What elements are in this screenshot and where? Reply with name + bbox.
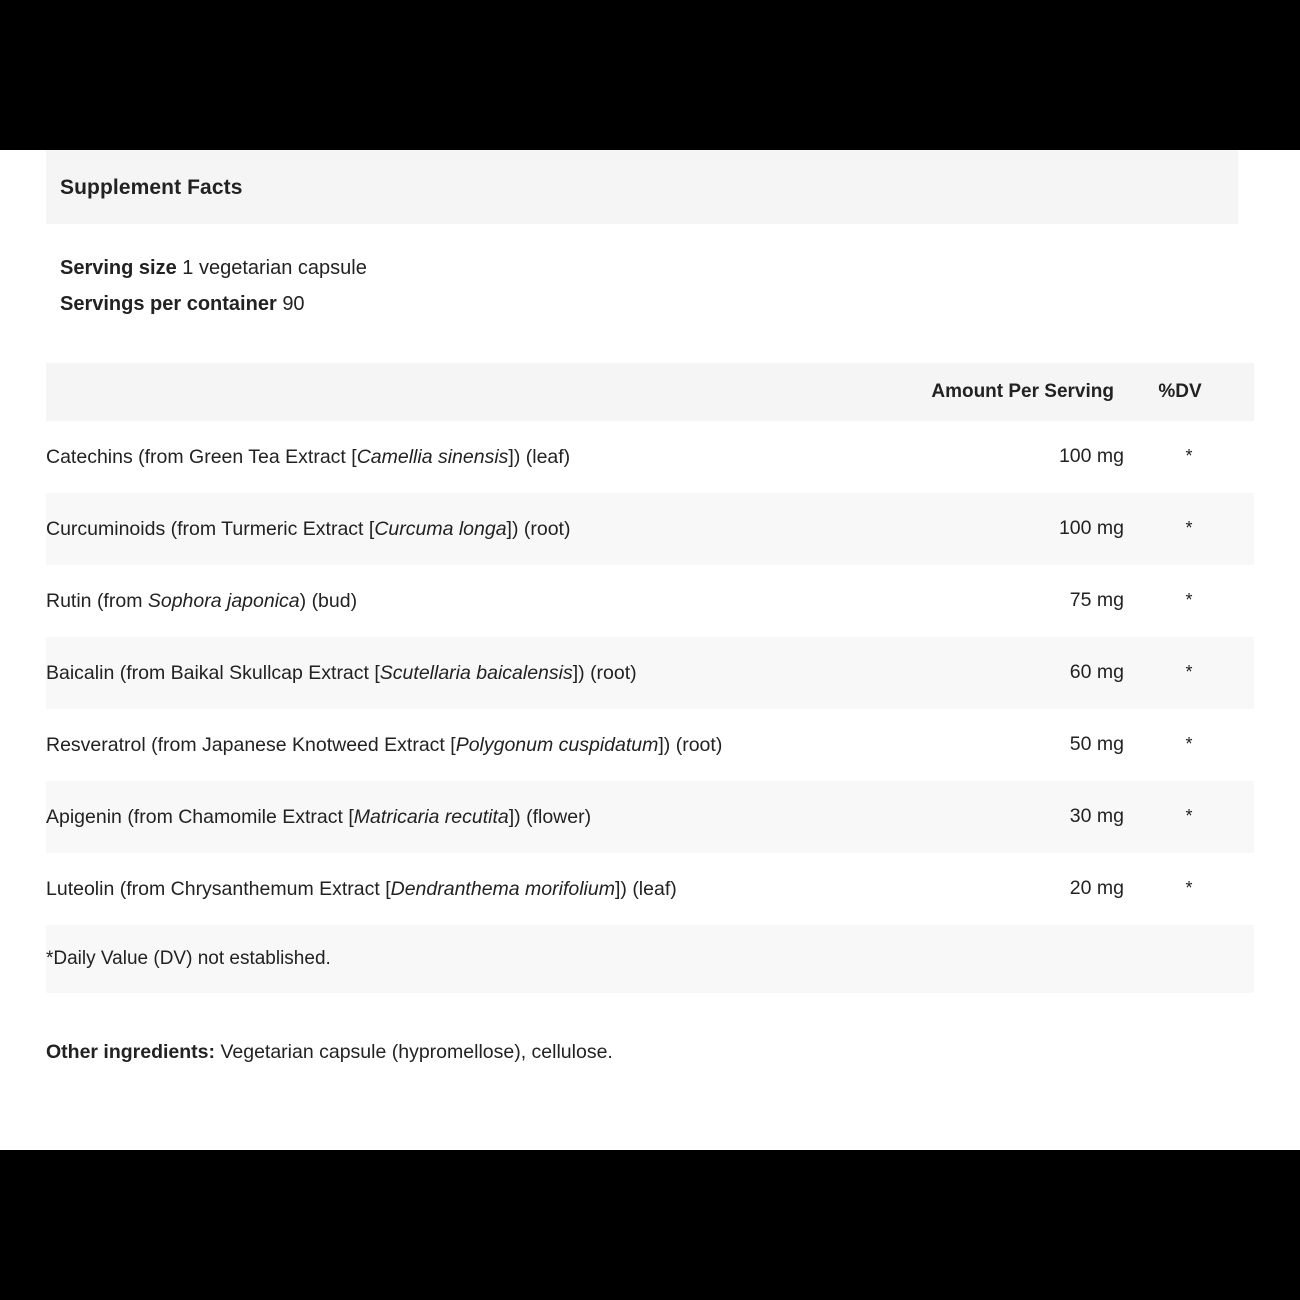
ingredient-daily-value: * — [1185, 734, 1193, 755]
ingredient-amount: 100 mg — [846, 493, 1124, 565]
other-ingredients — [46, 993, 1238, 1066]
ingredient-daily-value: * — [1124, 493, 1254, 565]
column-header-dv: %DV — [1124, 363, 1254, 421]
table-row — [46, 853, 1254, 925]
ingredient-latin-name: Scutellaria baicalensis — [379, 661, 573, 684]
table-row — [46, 421, 1254, 493]
ingredient-name: Rutin (from Sophora japonica) (bud) — [46, 589, 358, 612]
ingredient-daily-value: * — [1124, 781, 1254, 853]
ingredient-latin-name: Sophora japonica — [147, 589, 300, 612]
ingredient-name: Baicalin (from Baikal Skullcap Extract [Scutellaria baicalensis]) (root) — [46, 637, 846, 709]
column-header-amount: Amount Per Serving — [846, 363, 1124, 421]
daily-value-footnote: *Daily Value (DV) not established. — [46, 925, 1254, 993]
ingredient-name: Apigenin (from Chamomile Extract [Matricaria recutita]) (flower) — [46, 781, 846, 853]
ingredient-amount: 50 mg — [1069, 733, 1124, 756]
table-header-row — [46, 363, 1254, 421]
ingredient-amount: 75 mg — [1069, 589, 1124, 612]
table-row — [46, 781, 1254, 853]
other-ingredients-value: Vegetarian capsule (hypromellose), cellulose. — [220, 1040, 613, 1063]
table-footnote-row — [46, 925, 1254, 993]
ingredient-amount: 20 mg — [1069, 877, 1124, 900]
page-title: Supplement Facts — [60, 176, 243, 199]
ingredient-latin-name: Dendranthema morifolium — [390, 877, 615, 900]
supplement-facts-table — [46, 363, 1254, 993]
table-row — [46, 637, 1254, 709]
ingredient-amount: 100 mg — [1058, 445, 1124, 468]
supplement-facts-panel — [0, 150, 1300, 1150]
serving-size-line — [60, 250, 1238, 286]
serving-info — [46, 224, 1238, 323]
ingredient-daily-value: * — [1185, 590, 1193, 611]
ingredient-daily-value: * — [1124, 637, 1254, 709]
ingredient-name: Catechins (from Green Tea Extract [Camellia sinensis]) (leaf) — [46, 445, 571, 468]
table-row — [46, 493, 1254, 565]
other-ingredients-label: Other ingredients: — [46, 1040, 216, 1063]
serving-size-value: 1 vegetarian capsule — [182, 257, 367, 279]
ingredient-latin-name: Matricaria recutita — [353, 805, 509, 828]
servings-per-container-line — [60, 286, 1238, 322]
ingredient-daily-value: * — [1185, 878, 1193, 899]
ingredient-amount: 30 mg — [846, 781, 1124, 853]
table-row — [46, 709, 1254, 781]
supplement-facts-header — [46, 150, 1238, 224]
ingredient-name: Curcuminoids (from Turmeric Extract [Curcuma longa]) (root) — [46, 493, 846, 565]
column-header-name — [46, 363, 846, 421]
ingredient-amount: 60 mg — [846, 637, 1124, 709]
ingredient-name: Luteolin (from Chrysanthemum Extract [Dendranthema morifolium]) (leaf) — [46, 877, 677, 900]
serving-size-label: Serving size — [60, 257, 177, 279]
ingredient-latin-name: Camellia sinensis — [356, 445, 509, 468]
table-row — [46, 565, 1254, 637]
ingredient-latin-name: Polygonum cuspidatum — [455, 733, 659, 756]
table-body — [46, 421, 1254, 925]
servings-per-container-label: Servings per container — [60, 293, 277, 316]
ingredient-daily-value: * — [1185, 446, 1193, 467]
ingredient-name: Resveratrol (from Japanese Knotweed Extract [Polygonum cuspidatum]) (root) — [46, 733, 723, 756]
servings-per-container-value: 90 — [282, 293, 305, 316]
ingredient-latin-name: Curcuma longa — [374, 517, 507, 540]
